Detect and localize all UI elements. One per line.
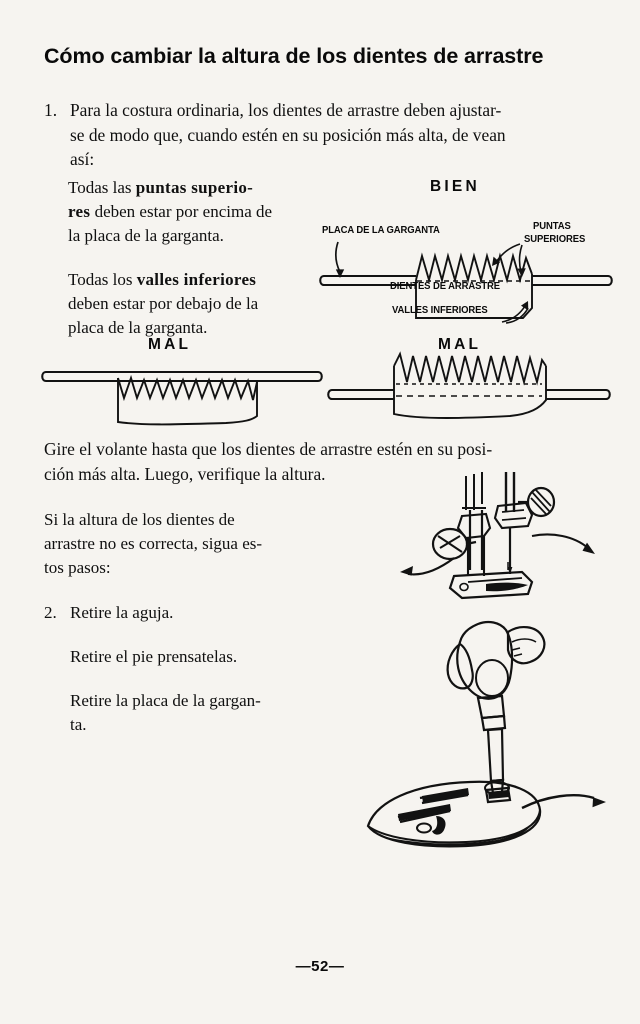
caption-mal-high: MAL	[438, 336, 482, 353]
caption-mal-low: MAL	[148, 336, 192, 353]
note-upper-points-l1a: Todas las	[68, 178, 136, 197]
sub-step-2-line-2: ta.	[70, 715, 87, 735]
label-lower-valleys: VALLES INFERIORES	[392, 305, 488, 316]
label-throat-plate: PLACA DE LA GARGANTA	[322, 225, 440, 236]
step-1-number: 1.	[44, 100, 58, 120]
note-upper-points-l3: la placa de la garganta.	[68, 226, 224, 246]
lower-text-column	[44, 508, 306, 757]
note-lower-valleys-l2: deben estar por debajo de la	[68, 293, 259, 313]
step-1-line-3: así:	[70, 149, 95, 169]
middle-paragraph-line-1: Gire el volante hasta que los dientes de arrastre estén en su posi-	[44, 439, 493, 459]
step-2-text: Retire la aguja.	[70, 602, 174, 622]
bad-high-feed-dog-diagram	[328, 352, 616, 434]
sub-step-2-line-1: Retire la placa de la gargan-	[70, 691, 261, 711]
middle-paragraph-line-2: ción más alta. Luego, verifique la altura.	[44, 463, 326, 484]
note-upper-points-l2a: res	[68, 202, 91, 222]
bad-low-feed-dog-diagram	[36, 360, 326, 435]
sub-step-remove-presser-foot	[44, 645, 306, 669]
step-1-line-1: Para la costura ordinaria, los dientes de arrastre deben ajustar-	[70, 100, 502, 120]
note-lower-valleys-l3: placa de la garganta.	[68, 318, 208, 338]
lower-intro-line-3: tos pasos:	[44, 558, 111, 578]
lower-intro-line-2: arrastre no es correcta, sigua es-	[44, 534, 263, 554]
caption-bien: BIEN	[430, 178, 480, 195]
note-upper-points-l2b: deben estar por encima de	[90, 202, 273, 222]
note-lower-valleys	[68, 268, 316, 341]
note-upper-points	[68, 176, 316, 249]
note-lower-valleys-l1b: valles inferiores	[136, 269, 257, 289]
sub-step-remove-throat-plate	[44, 689, 306, 737]
sub-step-1-line-1: Retire el pie prensatelas.	[70, 646, 238, 666]
step-1-text	[70, 98, 600, 172]
page-number: —52—	[295, 958, 345, 975]
screwdriver-throat-plate-illustration	[362, 612, 612, 857]
step-1-paragraph	[44, 98, 600, 172]
step-2-number: 2.	[44, 602, 57, 622]
lower-intro-line-1: Si la altura de los dientes de	[44, 510, 235, 529]
presser-foot-illustration	[382, 470, 612, 605]
lower-intro-paragraph	[44, 508, 306, 581]
step-2-paragraph	[44, 601, 306, 625]
label-upper-points-line2: SUPERIORES	[524, 234, 586, 245]
step-1-line-2: se de modo que, cuando estén en su posición más alta, de vean	[70, 124, 506, 145]
label-upper-points-line1: PUNTAS	[533, 221, 571, 232]
note-upper-points-l1b: puntas superio-	[135, 178, 254, 197]
label-feed-dogs: DIENTES DE ARRASTRE	[390, 281, 501, 292]
left-notes-column	[68, 176, 316, 359]
page-title: Cómo cambiar la altura de los dientes de arrastre	[44, 44, 544, 68]
note-lower-valleys-l1a: Todas los	[68, 269, 137, 289]
